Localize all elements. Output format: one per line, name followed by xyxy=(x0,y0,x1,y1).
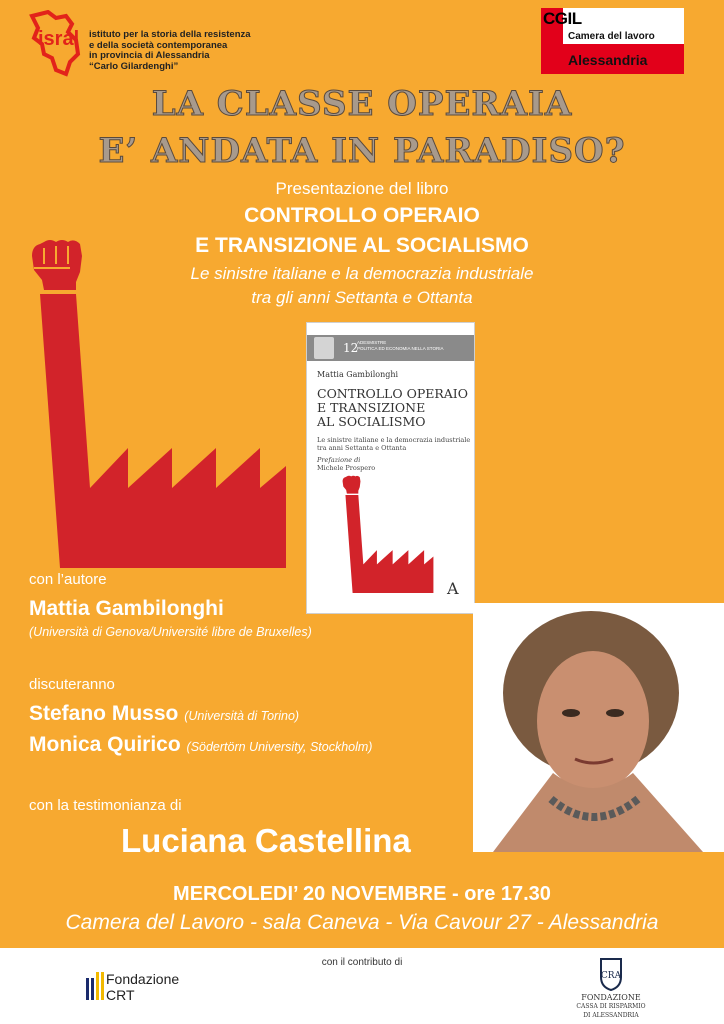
crt-line: Fondazione xyxy=(106,971,180,987)
book-series-line: ADESMISTRE xyxy=(357,340,387,345)
book-author: Mattia Gambilonghi xyxy=(317,370,399,379)
book-cover-subtitle xyxy=(317,436,470,452)
luciana-castellina-photo xyxy=(473,603,724,852)
book-cover-title xyxy=(317,387,468,429)
isral-logo-text: isral xyxy=(38,28,80,50)
isral-line: in provincia di Alessandria xyxy=(89,50,210,61)
event-date-time: MERCOLEDI’ 20 NOVEMBRE - ore 17.30 xyxy=(173,883,551,905)
book-preface xyxy=(317,456,375,472)
discussant-1-name: Stefano Musso xyxy=(29,702,179,725)
factory-fist-icon xyxy=(30,238,288,568)
series-portrait-icon xyxy=(314,337,334,359)
main-title-line-1: LA CLASSE OPERAIA xyxy=(151,84,573,124)
fcra-line: CASSA DI RISPARMIO xyxy=(576,1003,646,1010)
cgil-city-label: Alessandria xyxy=(568,52,648,68)
book-subtitle-line-2: tra gli anni Settanta e Ottanta xyxy=(251,288,473,307)
book-cover-image xyxy=(306,322,475,614)
isral-institute-name xyxy=(89,30,251,72)
discussant-2-affiliation: (Södertörn University, Stockholm) xyxy=(186,740,373,754)
discussants-label: discuteranno xyxy=(29,676,115,693)
event-place: Camera del Lavoro - sala Caneva - Via Cavour 27 - Alessandria xyxy=(65,911,659,934)
discussant-2 xyxy=(29,733,372,757)
book-factory-fist-icon xyxy=(341,475,435,593)
isral-line: e della società contemporanea xyxy=(89,39,228,51)
discussant-2-name: Monica Quirico xyxy=(29,733,181,756)
witness-label: con la testimonianza di xyxy=(29,797,182,814)
fondazione-cra-name xyxy=(566,993,656,1020)
fcra-monogram: CRA xyxy=(600,971,622,981)
author-affiliation: (Università di Genova/Université libre de Bruxelles) xyxy=(29,625,312,639)
author-name: Mattia Gambilonghi xyxy=(29,597,224,620)
book-subtitle-line-1: Le sinistre italiane e la democrazia industriale xyxy=(190,264,534,283)
author-label: con l’autore xyxy=(29,571,107,588)
book-cover-subtitle-line: Le sinistre italiane e la democrazia industriale xyxy=(317,436,471,444)
fondazione-cra-logo-icon xyxy=(597,957,625,991)
book-series-number: 12 xyxy=(343,341,359,355)
book-cover-title-line: CONTROLLO OPERAIO xyxy=(317,386,468,401)
book-cover-title-line: AL SOCIALISMO xyxy=(317,414,426,429)
cgil-logo xyxy=(541,8,684,74)
isral-line: istituto per la storia della resistenza xyxy=(89,29,251,40)
contribution-label: con il contributo di xyxy=(321,957,403,968)
fondazione-crt-name xyxy=(106,971,179,1003)
cgil-camera-label: Camera del lavoro xyxy=(568,31,655,42)
isral-line: “Carlo Gilardenghi” xyxy=(89,60,179,72)
book-series-line: POLITICA ED ECONOMIA NELLA STORIA xyxy=(357,345,444,351)
cgil-logo-text: CGIL xyxy=(543,9,582,28)
book-preface-author: Michele Prospero xyxy=(317,464,376,472)
witness-name: Luciana Castellina xyxy=(121,822,411,859)
presentation-intro: Presentazione del libro xyxy=(275,179,449,198)
discussant-1-affiliation: (Università di Torino) xyxy=(184,709,300,723)
fcra-line: DI ALESSANDRIA xyxy=(583,1012,639,1019)
publisher-logo-icon: A xyxy=(447,579,459,598)
book-cover-title-line: E TRANSIZIONE xyxy=(317,400,426,415)
book-series-name xyxy=(357,340,443,351)
fcra-line: FONDAZIONE xyxy=(581,993,641,1002)
discussant-1 xyxy=(29,702,299,726)
book-cover-subtitle-line: tra anni Settanta e Ottanta xyxy=(317,444,407,452)
book-title-line-2: E TRANSIZIONE AL SOCIALISMO xyxy=(195,234,529,257)
main-title-line-2: E’ ANDATA IN PARADISO? xyxy=(98,131,626,171)
fondazione-crt-logo-icon xyxy=(86,972,104,1000)
crt-line: CRT xyxy=(106,987,135,1003)
book-preface-label: Prefazione di xyxy=(317,456,361,464)
book-title-line-1: CONTROLLO OPERAIO xyxy=(244,204,480,227)
